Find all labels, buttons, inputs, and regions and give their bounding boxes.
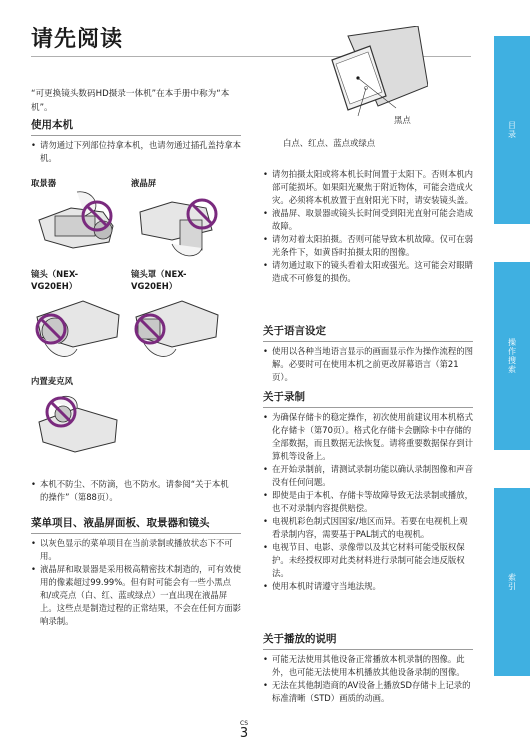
tab-operation-search-label: 操作搜索 xyxy=(507,338,517,374)
list-item: • 请勿通过下列部位持拿本机，也请勿通过插孔盖持拿本机。 xyxy=(31,139,241,165)
sun-warnings xyxy=(263,168,473,285)
caption-lens-cover: 镜头罩（NEX-VG20EH） xyxy=(131,269,187,291)
tab-index-label: 索引 xyxy=(507,573,517,591)
section-divider xyxy=(31,533,241,534)
section-heading: 菜单项目、液晶屏面板、取景器和镜头 xyxy=(31,517,210,529)
lcd-dots-illustration xyxy=(318,26,428,118)
tab-operation-search[interactable] xyxy=(494,262,530,450)
section-divider xyxy=(31,135,241,136)
caption-viewfinder: 取景器 xyxy=(31,178,57,188)
page-digit: 3 xyxy=(239,726,249,741)
section-heading: 关于语言设定 xyxy=(263,325,326,337)
viewfinder-illustration xyxy=(33,190,121,258)
list-item: • 液晶屏和取景器是采用极高精密技术制造的，可有效使用的像素超过99.99%。但有时可能会有一些小黑点和/或亮点（白、红、蓝或绿点）一直出现在液晶屏上。这些点是制造过程的正常结果，不会在任何方面影响录制。 xyxy=(31,563,241,628)
list-item: • 可能无法使用其他设备正常播放本机录制的图像。此外，也可能无法使用本机播放其他设备录制的图像。 xyxy=(263,653,473,679)
list-item: • 电视机彩色制式因国家/地区而异。若要在电视机上观看录制内容，需要基于PAL制式的电视机。 xyxy=(263,515,473,541)
section-divider xyxy=(263,341,473,342)
lcd-illustration xyxy=(132,190,220,262)
caption-lens: 镜头（NEX-VG20EH） xyxy=(31,269,79,291)
list-item: • 请勿对着太阳拍摄。否则可能导致本机故障。仅可在弱光条件下，如黄昏时拍摄太阳的图像。 xyxy=(263,233,473,259)
list-item: • 使用以各种当地语言显示的画面显示作为操作流程的图解。必要时可在使用本机之前更改屏幕语言（第21页）。 xyxy=(263,345,473,384)
list-item: • 液晶屏、取景器或镜头长时间受到阳光直射可能会造成故障。 xyxy=(263,207,473,233)
section-heading: 关于播放的说明 xyxy=(263,633,337,645)
section-divider xyxy=(263,649,473,650)
list-item: • 为确保存储卡的稳定操作，初次使用前建议用本机格式化存储卡（第70页）。格式化存储卡会删除卡中存储的全部数据，而且数据无法恢复。请将重要数据保存到计算机等设备上。 xyxy=(263,411,473,463)
list-item: • 请勿通过取下的镜头看着太阳或强光。这可能会对眼睛造成不可修复的损伤。 xyxy=(263,259,473,285)
tab-contents[interactable] xyxy=(494,36,530,224)
tab-index[interactable] xyxy=(494,488,530,676)
use-unit-section xyxy=(31,118,241,165)
menu-lcd-section xyxy=(31,516,241,628)
recording-section xyxy=(263,390,473,593)
language-section xyxy=(263,324,473,384)
black-dot-label: 黑点 xyxy=(394,115,411,125)
section-heading: 关于录制 xyxy=(263,391,305,403)
list-item: • 在开始录制前，请测试录制功能以确认录制图像和声音没有任何问题。 xyxy=(263,463,473,489)
page-number xyxy=(237,720,251,741)
caption-mic: 内置麦克风 xyxy=(31,376,73,386)
list-item: • 使用本机时请遵守当地法规。 xyxy=(263,580,473,593)
playback-section xyxy=(263,632,473,705)
tab-contents-label: 目录 xyxy=(507,121,517,139)
section-divider xyxy=(263,407,473,408)
section-heading: 使用本机 xyxy=(31,119,73,131)
list-item: • 无法在其他制造商的AV设备上播放SD存储卡上记录的标准清晰（STD）画质的动画。 xyxy=(263,679,473,705)
mic-illustration xyxy=(33,392,123,464)
color-dots-label: 白点、红点、蓝点或绿点 xyxy=(283,138,376,148)
lens-illustration xyxy=(33,293,123,363)
lens-cover-illustration xyxy=(132,293,222,363)
list-item: • 本机不防尘、不防滴，也不防水。请参阅“关于本机的操作”（第88页）。 xyxy=(31,478,236,504)
list-item: • 即使是由于本机、存储卡等故障导致无法录制或播放，也不对录制内容提供赔偿。 xyxy=(263,489,473,515)
title-bar xyxy=(0,0,530,60)
list-item: • 请勿拍摄太阳或将本机长时间置于太阳下。否则本机内部可能损坏。如果阳光聚焦于附近物体，可能会造成火灾。必须将本机放置于直射阳光下时，请安装镜头盖。 xyxy=(263,168,473,207)
page-title: 请先阅读 xyxy=(31,27,124,52)
list-item: • 以灰色显示的菜单项目在当前录制或播放状态下不可用。 xyxy=(31,537,241,563)
list-item: • 电视节目、电影、录像带以及其它材料可能受版权保护。未经授权即对此类材料进行录制可能会违反版权法。 xyxy=(263,541,473,580)
intro-text: “可更换镜头数码HD摄录一体机”在本手册中称为“本机”。 xyxy=(31,88,230,113)
waterproof-note xyxy=(31,478,236,504)
language-code: CS xyxy=(240,720,248,727)
caption-lcd: 液晶屏 xyxy=(131,178,157,188)
